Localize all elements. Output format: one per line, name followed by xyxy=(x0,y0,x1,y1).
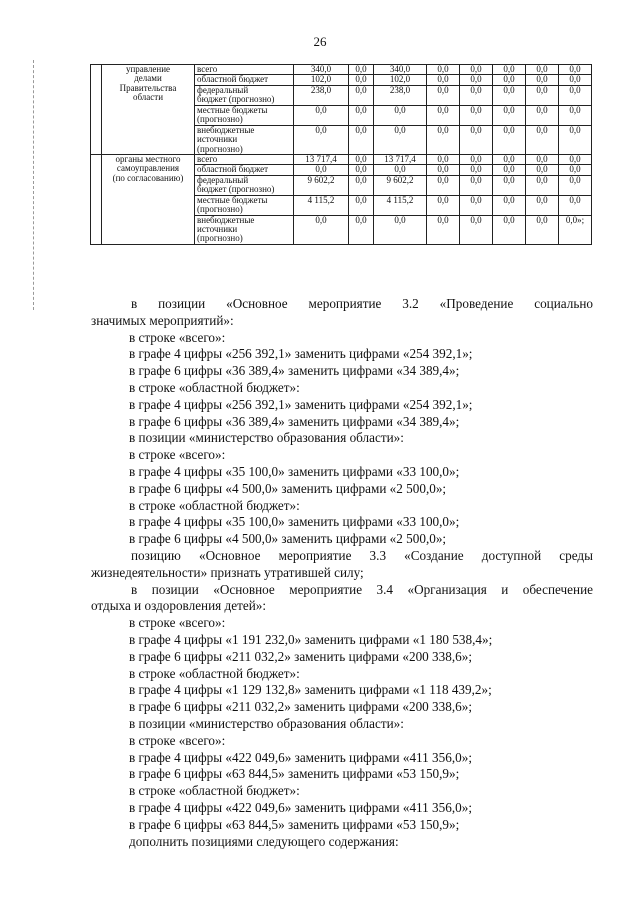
value-cell: 0,0 xyxy=(526,65,559,75)
value-cell: 0,0 xyxy=(460,195,493,215)
value-cell: 0,0 xyxy=(493,75,526,85)
value-cell: 4 115,2 xyxy=(294,195,349,215)
text-line: в строке «областной бюджет»: xyxy=(129,783,300,799)
text-line: в графе 4 цифры «256 392,1» заменить цифрами «254 392,1»; xyxy=(129,346,473,362)
value-cell: 0,0 xyxy=(294,215,349,244)
blank-cell xyxy=(91,154,102,244)
budget-table xyxy=(90,64,592,245)
value-cell: 0,0 xyxy=(294,105,349,125)
funding-source-cell xyxy=(195,65,294,75)
value-cell: 0,0 xyxy=(559,105,592,125)
funding-source-cell xyxy=(195,215,294,244)
funding-source-line: внебюджетные xyxy=(197,214,255,225)
value-cell: 0,0 xyxy=(349,165,374,175)
value-cell: 9 602,2 xyxy=(294,175,349,195)
table-row xyxy=(91,154,592,164)
funding-source-line: (прогнозно) xyxy=(197,114,243,125)
value-cell: 0,0 xyxy=(460,154,493,164)
value-cell: 0,0 xyxy=(349,125,374,154)
table-row xyxy=(91,65,592,75)
text-line: в графе 6 цифры «4 500,0» заменить цифрами «2 500,0»; xyxy=(129,480,447,496)
value-cell: 0,0 xyxy=(526,165,559,175)
funding-source-line: всего xyxy=(197,64,218,74)
org-line: Правительства xyxy=(119,82,177,93)
text-line: значимых мероприятий»: xyxy=(91,312,234,328)
value-cell: 0,0 xyxy=(427,105,460,125)
text-line: в позиции «Основное мероприятие 3.4 «Организация и обеспечение xyxy=(131,581,593,597)
org-line: делами xyxy=(134,73,162,84)
value-cell: 0,0 xyxy=(427,125,460,154)
text-line: дополнить позициями следующего содержания: xyxy=(129,833,399,849)
value-cell: 0,0 xyxy=(460,175,493,195)
value-cell: 102,0 xyxy=(374,75,427,85)
text-line: в строке «всего»: xyxy=(129,615,226,631)
value-cell: 0,0 xyxy=(349,154,374,164)
value-cell: 0,0 xyxy=(460,125,493,154)
value-cell: 0,0 xyxy=(374,165,427,175)
value-cell: 0,0 xyxy=(374,105,427,125)
value-cell: 0,0 xyxy=(559,75,592,85)
value-cell: 0,0 xyxy=(493,215,526,244)
value-cell: 0,0 xyxy=(559,65,592,75)
funding-source-line: областной бюджет xyxy=(197,164,269,175)
text-line: в графе 6 цифры «211 032,2» заменить цифрами «200 338,6»; xyxy=(129,699,472,715)
org-line: органы местного xyxy=(115,153,181,164)
value-cell: 0,0 xyxy=(526,105,559,125)
org-cell xyxy=(102,65,195,155)
org-line: управление xyxy=(125,64,171,74)
funding-source-line: источники xyxy=(197,134,238,145)
value-cell: 0,0 xyxy=(427,165,460,175)
value-cell: 102,0 xyxy=(294,75,349,85)
value-cell: 0,0 xyxy=(349,215,374,244)
text-line: в графе 6 цифры «63 844,5» заменить цифрами «53 150,9»; xyxy=(129,816,460,832)
funding-source-cell xyxy=(195,125,294,154)
text-line: в графе 4 цифры «256 392,1» заменить цифрами «254 392,1»; xyxy=(129,396,473,412)
funding-source-line: (прогнозно) xyxy=(197,204,243,215)
value-cell: 0,0 xyxy=(559,175,592,195)
text-line: позицию «Основное мероприятие 3.3 «Создание доступной среды xyxy=(131,547,593,563)
page-number: 26 xyxy=(313,34,327,49)
value-cell: 0,0 xyxy=(349,195,374,215)
value-cell: 0,0 xyxy=(559,165,592,175)
funding-source-line: (прогнозно) xyxy=(197,143,243,154)
value-cell: 0,0 xyxy=(526,215,559,244)
value-cell: 0,0 xyxy=(526,154,559,164)
value-cell: 0,0 xyxy=(349,85,374,105)
text-line: в графе 6 цифры «4 500,0» заменить цифрами «2 500,0»; xyxy=(129,531,447,547)
value-cell: 0,0 xyxy=(526,175,559,195)
value-cell: 0,0 xyxy=(526,85,559,105)
value-cell: 0,0 xyxy=(374,215,427,244)
funding-source-line: источники xyxy=(197,224,238,234)
text-line: в позиции «министерство образования области»: xyxy=(129,715,404,731)
funding-source-line: местные бюджеты xyxy=(197,194,268,205)
value-cell: 0,0 xyxy=(493,125,526,154)
text-line: в строке «всего»: xyxy=(129,329,226,345)
value-cell: 0,0»; xyxy=(559,215,592,244)
value-cell: 238,0 xyxy=(294,85,349,105)
value-cell: 0,0 xyxy=(460,215,493,244)
funding-source-line: всего xyxy=(197,153,218,164)
value-cell: 0,0 xyxy=(493,105,526,125)
text-line: в графе 4 цифры «422 049,6» заменить цифрами «411 356,0»; xyxy=(129,749,472,765)
value-cell: 0,0 xyxy=(460,85,493,105)
value-cell: 0,0 xyxy=(427,75,460,85)
value-cell: 0,0 xyxy=(349,65,374,75)
text-line: в графе 4 цифры «422 049,6» заменить цифрами «411 356,0»; xyxy=(129,799,472,815)
text-line: в графе 6 цифры «63 844,5» заменить цифрами «53 150,9»; xyxy=(129,766,460,782)
value-cell: 238,0 xyxy=(374,85,427,105)
value-cell: 0,0 xyxy=(460,105,493,125)
funding-source-cell xyxy=(195,85,294,105)
value-cell: 0,0 xyxy=(427,195,460,215)
value-cell: 0,0 xyxy=(559,85,592,105)
value-cell: 0,0 xyxy=(349,175,374,195)
value-cell: 0,0 xyxy=(559,125,592,154)
text-line: в графе 6 цифры «36 389,4» заменить цифрами «34 389,4»; xyxy=(129,363,460,379)
value-cell: 0,0 xyxy=(526,125,559,154)
funding-source-line: федеральный xyxy=(197,84,249,95)
value-cell: 0,0 xyxy=(427,215,460,244)
value-cell: 0,0 xyxy=(460,75,493,85)
scan-edge-line xyxy=(33,60,34,310)
value-cell: 0,0 xyxy=(294,165,349,175)
funding-source-line: бюджет (прогнозно) xyxy=(197,184,275,195)
funding-source-line: внебюджетные xyxy=(197,124,255,135)
value-cell: 0,0 xyxy=(559,154,592,164)
text-line: отдыха и оздоровления детей»: xyxy=(91,598,267,614)
value-cell: 13 717,4 xyxy=(294,154,349,164)
value-cell: 13 717,4 xyxy=(374,154,427,164)
text-line: в позиции «министерство образования области»: xyxy=(129,430,404,446)
value-cell: 0,0 xyxy=(427,154,460,164)
value-cell: 0,0 xyxy=(526,195,559,215)
text-line: в графе 4 цифры «35 100,0» заменить цифрами «33 100,0»; xyxy=(129,463,460,479)
funding-source-cell xyxy=(195,75,294,85)
text-line: жизнедеятельности» признать утратившей силу; xyxy=(91,564,364,580)
text-line: в строке «областной бюджет»: xyxy=(129,379,300,395)
text-line: в графе 4 цифры «1 191 232,0» заменить цифрами «1 180 538,4»; xyxy=(129,631,493,647)
text-line: в графе 6 цифры «36 389,4» заменить цифрами «34 389,4»; xyxy=(129,413,460,429)
funding-source-line: федеральный xyxy=(197,174,249,185)
value-cell: 0,0 xyxy=(493,175,526,195)
value-cell: 340,0 xyxy=(374,65,427,75)
org-line: области xyxy=(132,92,164,103)
org-line: самоуправления xyxy=(116,163,180,174)
value-cell: 4 115,2 xyxy=(374,195,427,215)
org-line: (по согласованию) xyxy=(112,172,184,183)
value-cell: 0,0 xyxy=(493,65,526,75)
text-line: в позиции «Основное мероприятие 3.2 «Проведение социально xyxy=(131,296,593,311)
amendment-text xyxy=(91,296,593,850)
funding-source-cell xyxy=(195,154,294,164)
org-cell xyxy=(102,154,195,244)
value-cell: 340,0 xyxy=(294,65,349,75)
funding-source-line: бюджет (прогнозно) xyxy=(197,94,275,105)
value-cell: 0,0 xyxy=(349,75,374,85)
value-cell: 0,0 xyxy=(460,165,493,175)
value-cell: 0,0 xyxy=(427,65,460,75)
value-cell: 0,0 xyxy=(427,85,460,105)
value-cell: 0,0 xyxy=(493,195,526,215)
funding-source-line: местные бюджеты xyxy=(197,104,268,115)
value-cell: 0,0 xyxy=(526,75,559,85)
funding-source-cell xyxy=(195,175,294,195)
funding-source-cell xyxy=(195,105,294,125)
funding-source-line: (прогнозно) xyxy=(197,233,243,244)
text-line: в графе 6 цифры «211 032,2» заменить цифрами «200 338,6»; xyxy=(129,648,472,664)
value-cell: 0,0 xyxy=(349,105,374,125)
text-line: в графе 4 цифры «1 129 132,8» заменить цифрами «1 118 439,2»; xyxy=(129,682,492,698)
value-cell: 0,0 xyxy=(493,85,526,105)
value-cell: 0,0 xyxy=(374,125,427,154)
funding-source-cell xyxy=(195,165,294,175)
text-line: в строке «областной бюджет»: xyxy=(129,665,300,681)
funding-source-line: областной бюджет xyxy=(197,74,269,85)
value-cell: 0,0 xyxy=(493,154,526,164)
text-line: в строке «областной бюджет»: xyxy=(129,497,300,513)
text-line: в графе 4 цифры «35 100,0» заменить цифрами «33 100,0»; xyxy=(129,514,460,530)
value-cell: 0,0 xyxy=(493,165,526,175)
funding-source-cell xyxy=(195,195,294,215)
value-cell: 0,0 xyxy=(460,65,493,75)
text-line: в строке «всего»: xyxy=(129,447,226,463)
value-cell: 0,0 xyxy=(559,195,592,215)
value-cell: 0,0 xyxy=(427,175,460,195)
blank-cell xyxy=(91,65,102,155)
text-line: в строке «всего»: xyxy=(129,732,226,748)
value-cell: 9 602,2 xyxy=(374,175,427,195)
value-cell: 0,0 xyxy=(294,125,349,154)
